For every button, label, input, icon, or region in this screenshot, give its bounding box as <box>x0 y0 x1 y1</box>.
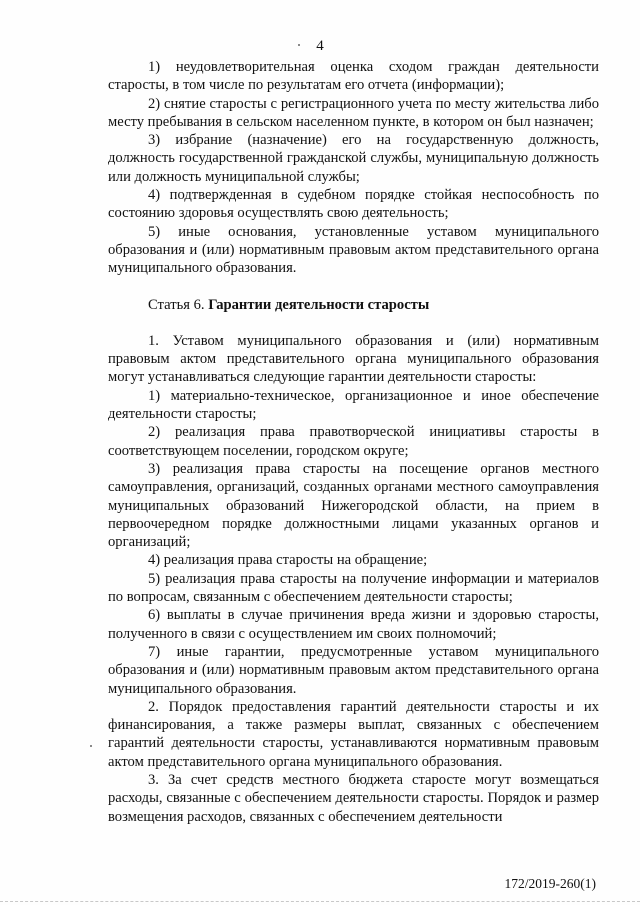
paragraph: 2. Порядок предоставления гарантий деятельности старосты и их финансирования, а также размеры выплат, связанных с обеспечением гарантий деятельности старосты, устанавливаются нормативным правовым актом представительного органа муниципального образования. <box>108 698 599 770</box>
document-body <box>108 58 599 826</box>
paragraph: 5) реализация права старосты на получение информации и материалов по вопросам, связанным с обеспечением деятельности старосты; <box>108 570 599 606</box>
paragraph: 7) иные гарантии, предусмотренные уставом муниципального образования и (или) нормативным правовым актом представительного органа муниципального образования. <box>108 643 599 697</box>
paragraph: 2) снятие старосты с регистрационного учета по месту жительства либо месту пребывания в сельском населенном пункте, в котором он был назначен; <box>108 95 599 130</box>
scan-speck <box>298 44 300 46</box>
paragraph: 3) реализация права старосты на посещение органов местного самоуправления, организаций, созданных органами местного самоуправления муниципальных образований Нижегородской области, на прием в первоочередном порядке должностными лицами указанных органов и организаций; <box>108 460 599 551</box>
document-code: 172/2019-260(1) <box>504 876 596 891</box>
paragraph: 5) иные основания, установленные уставом муниципального образования и (или) нормативным правовым актом представительного органа муниципального образования. <box>108 223 599 277</box>
paragraph: 3. За счет средств местного бюджета старосте могут возмещаться расходы, связанные с обеспечением деятельности старосты. Порядок и размер возмещения расходов, связанных с обеспечением деятельности <box>108 771 599 825</box>
paragraph: 1) неудовлетворительная оценка сходом граждан деятельности старосты, в том числе по результатам его отчета (информации); <box>108 59 599 94</box>
paragraph: 4) реализация права старосты на обращение; <box>148 552 428 569</box>
article-heading <box>108 296 599 314</box>
paragraph: 1) материально-техническое, организационное и иное обеспечение деятельности старосты; <box>108 387 599 423</box>
paragraph: 3) избрание (назначение) его на государственную должность, должность государственной гражданской службы, муниципальную должность или должность муниципальной службы; <box>108 132 599 185</box>
scan-edge <box>0 901 640 903</box>
article-prefix: Статья 6. <box>148 296 205 313</box>
paragraph: 4) подтвержденная в судебном порядке стойкая неспособность по состоянию здоровья осуществлять свою деятельность; <box>108 187 599 222</box>
page-number: 4 <box>316 38 324 54</box>
article-title: Гарантии деятельности старосты <box>208 296 430 313</box>
scan-speck <box>90 745 92 747</box>
paragraph: 6) выплаты в случае причинения вреда жизни и здоровью старосты, полученного в связи с осуществлением им своих полномочий; <box>108 607 599 642</box>
paragraphs-before <box>108 58 599 278</box>
paragraph: 2) реализация права правотворческой инициативы старосты в соответствующем поселении, городском округе; <box>108 424 599 459</box>
paragraph: 1. Уставом муниципального образования и (или) нормативным правовым актом представительного органа муниципального образования могут устанавливаться следующие гарантии деятельности старосты: <box>108 332 599 386</box>
paragraphs-after <box>108 332 599 826</box>
